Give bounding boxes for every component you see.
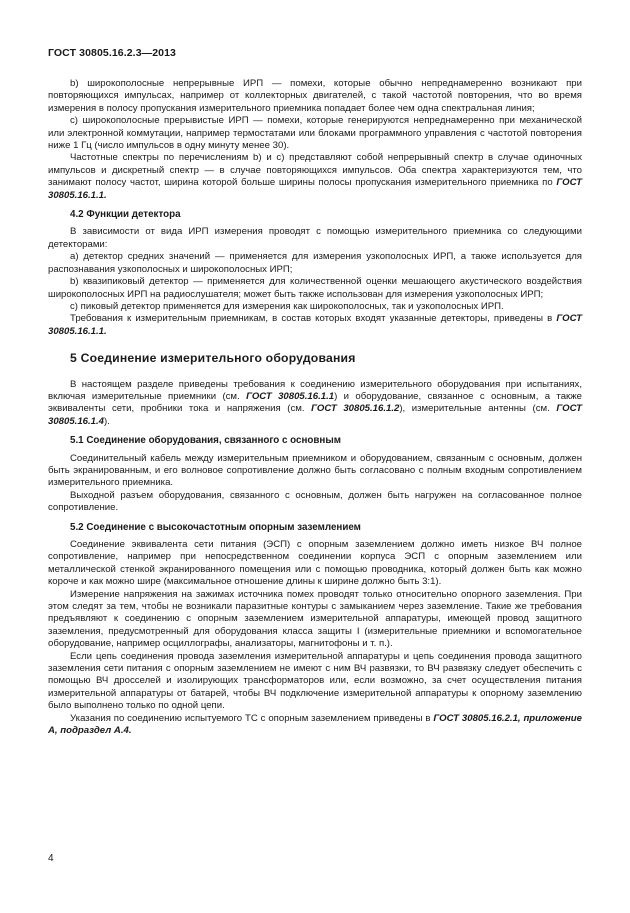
standard-reference: ГОСТ 30805.16.1.1.	[48, 177, 582, 201]
subsection-heading-5-1: 5.1 Соединение оборудования, связанного с основным	[70, 435, 341, 447]
standard-reference: ГОСТ 30805.16.1.1	[246, 390, 335, 402]
paragraph-rf-decoupling: Если цепь соединения провода заземления измерительной аппаратуры и цепь соединения провода защитного заземления сети питания с опорным заземлением не имеют с ним ВЧ развязки, то ВЧ развязку следует обеспечить с помощью ВЧ дросселей и изолирующих трансформаторов или, если возможно, за счет осуществления питания измерительной аппаратуры от батарей, чтобы ВЧ подключение измерительной аппаратуры к опорному заземлению было выполнено только по одной цепи.	[48, 650, 582, 712]
paragraph-text: ) и оборудование, связанное с основным, а также эквиваленты сети, пробники тока и напряжения (см.	[48, 390, 582, 415]
paragraph-lisn-grounding: Соединение эквивалента сети питания (ЭСП) с опорным заземлением должно иметь низкое ВЧ полное сопротивление, например при непосредственном соединении корпуса ЭСП с опорным заземлением или металлической стенкой экранированного помещения или с помощью проводника, который должен быть как можно короче и как можно шире (максимальное отношение длины к ширине должно быть 3:1).	[48, 539, 582, 588]
page-content	[48, 78, 582, 738]
paragraph-text: В настоящем разделе приведены требования к соединению измерительного оборудования при испытаниях, включая измерительные приемники (см.	[48, 378, 582, 402]
paragraph-detector-b: b) квазипиковый детектор — применяется для количественной оценки мешающего акустического воздействия широкополосных ИРП на радиослушателя; может быть также использован для измерения узкополосных ИРП;	[48, 276, 582, 300]
paragraph-output-connector: Выходной разъем оборудования, связанного с основным, должен быть нагружен на согласованное полное сопротивление.	[48, 489, 582, 514]
paragraph-detector-a: a) детектор средних значений — применяется для измерения узкополосных ИРП, а также используется для распознавания узкополосных и широкополосных ИРП;	[48, 251, 582, 275]
paragraph-detector-c: c) пиковый детектор применяется для измерения как широкополосных, так и узкополосных ИРП.	[70, 300, 504, 312]
paragraph-receiver-requirements	[48, 313, 582, 338]
section-heading-5: 5 Соединение измерительного оборудования	[70, 351, 356, 366]
document-header: ГОСТ 30805.16.2.3—2013	[48, 47, 176, 59]
paragraph-section-5-intro	[48, 379, 582, 429]
standard-reference: ГОСТ 30805.16.1.4	[48, 403, 583, 427]
paragraph-detectors-intro: В зависимости от вида ИРП измерения проводят с помощью измерительного приемника со следующими детекторами:	[48, 226, 582, 250]
paragraph-list-item-b: b) широкополосные непрерывные ИРП — помехи, которые обычно непреднамеренно возникают при повторяющихся импульсах, например от коллекторных двигателей, с такой частотой повторения, что во время измерения в полосу пропускания измерительного приемника попадает более чем одна спектральная линия;	[48, 78, 582, 114]
paragraph-text: Требования к измерительным приемникам, в состав которых входят указанные детекторы, приведены в	[70, 313, 553, 325]
subsection-heading-5-2: 5.2 Соединение с высокочастотным опорным заземлением	[70, 521, 361, 533]
standard-reference: ГОСТ 30805.16.1.2	[311, 403, 400, 415]
paragraph-frequency-spectra	[48, 152, 582, 202]
paragraph-eut-grounding	[48, 713, 582, 738]
standard-reference: ГОСТ 30805.16.1.1.	[48, 313, 582, 337]
paragraph-text: ).	[104, 415, 110, 427]
paragraph-text: Частотные спектры по перечислениям b) и c) представляют собой непрерывный спектр в случае одиночных импульсов и дискретный спектр — в случае повторяющихся импульсов. Оба спектра характеризуются тем, что занимают полосу частот, ширина которой больше ширины полосы пропускания измерительного приемника по	[48, 152, 582, 189]
page-number: 4	[48, 853, 54, 864]
paragraph-text: ), измерительные антенны (см.	[399, 403, 550, 415]
paragraph-connecting-cable: Соединительный кабель между измерительным приемником и оборудованием, связанным с основным, должен быть экранированным, и его волновое сопротивление должно быть согласовано с полным входным сопротивлением измерительного приемника.	[48, 452, 582, 489]
paragraph-terminal-voltage: Измерение напряжения на зажимах источника помех проводят только относительно опорного заземления. При этом следят за тем, чтобы не возникали паразитные контуры с замыканием через заземление. Такие же требования предъявляют к соединению с опорным заземлением измерительной аппаратуры, имеющей провод защитного заземления, предусмотренный для оборудования класса защиты I (измерительные приемники и вспомогательное оборудование, например осциллографы, анализаторы, магнитофоны и т. п.).	[48, 588, 582, 650]
paragraph-text: Указания по соединению испытуемого ТС с опорным заземлением приведены в	[70, 712, 431, 724]
standard-reference: ГОСТ 30805.16.2.1, приложение А, подраздел А.4.	[48, 712, 582, 737]
subsection-heading-4-2: 4.2 Функции детектора	[70, 209, 181, 221]
paragraph-list-item-c: c) широкополосные прерывистые ИРП — помехи, которые генерируются непреднамеренно при механической или электронной коммутации, например термостатами или блоками программного управления с частотой повторения ниже 1 Гц (число импульсов в одну минуту менее 30).	[48, 115, 582, 152]
